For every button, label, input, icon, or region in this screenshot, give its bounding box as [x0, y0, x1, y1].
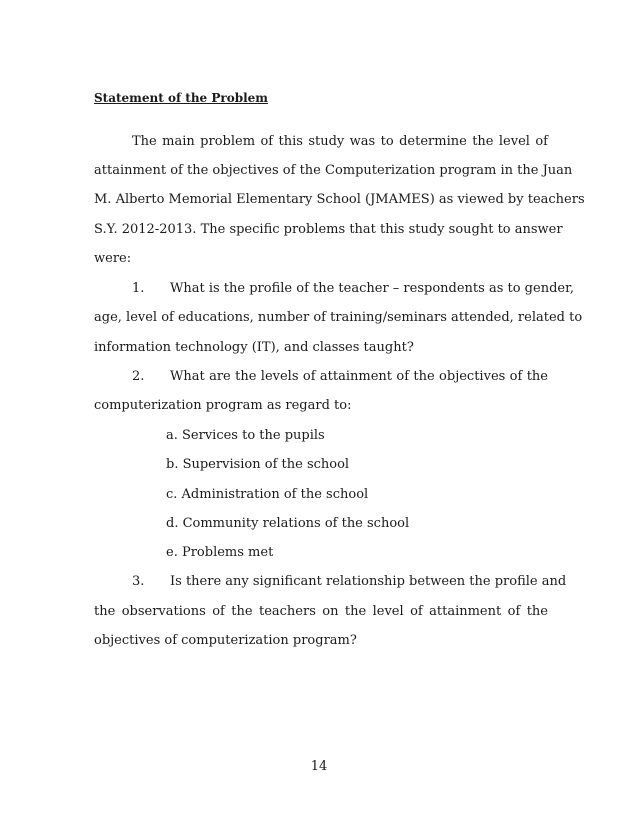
- question-3-line-1: Is there any significant relationship between the profile and: [170, 574, 567, 589]
- sub-item-a: a. Services to the pupils: [166, 428, 325, 443]
- question-3-line-2: the observations of the teachers on the level of attainment of the: [94, 604, 548, 619]
- question-2-line-2: computerization program as regard to:: [94, 398, 352, 413]
- intro-line-3: M. Alberto Memorial Elementary School (JMAMES) as viewed by teachers: [94, 192, 585, 207]
- question-2-line-1: What are the levels of attainment of the objectives of the: [170, 369, 548, 384]
- sub-item-c: c. Administration of the school: [166, 487, 369, 502]
- intro-line-5: were:: [94, 251, 132, 266]
- page-number: 14: [310, 759, 328, 774]
- section-heading: Statement of the Problem: [94, 91, 268, 105]
- sub-item-e: e. Problems met: [166, 545, 274, 560]
- intro-line-1: The main problem of this study was to determine the level of: [132, 134, 548, 149]
- sub-item-d: d. Community relations of the school: [166, 516, 410, 531]
- intro-line-2: attainment of the objectives of the Computerization program in the Juan: [94, 163, 573, 178]
- question-3-line-3: objectives of computerization program?: [94, 633, 357, 648]
- question-1-line-3: information technology (IT), and classes taught?: [94, 340, 414, 355]
- sub-item-b: b. Supervision of the school: [166, 457, 350, 472]
- question-3-number: 3.: [132, 574, 145, 589]
- question-1-number: 1.: [132, 281, 145, 296]
- question-2-number: 2.: [132, 369, 145, 384]
- question-1-line-1: What is the profile of the teacher – respondents as to gender,: [170, 281, 575, 296]
- intro-line-4: S.Y. 2012-2013. The specific problems that this study sought to answer: [94, 222, 563, 237]
- question-1-line-2: age, level of educations, number of training/seminars attended, related to: [94, 310, 583, 325]
